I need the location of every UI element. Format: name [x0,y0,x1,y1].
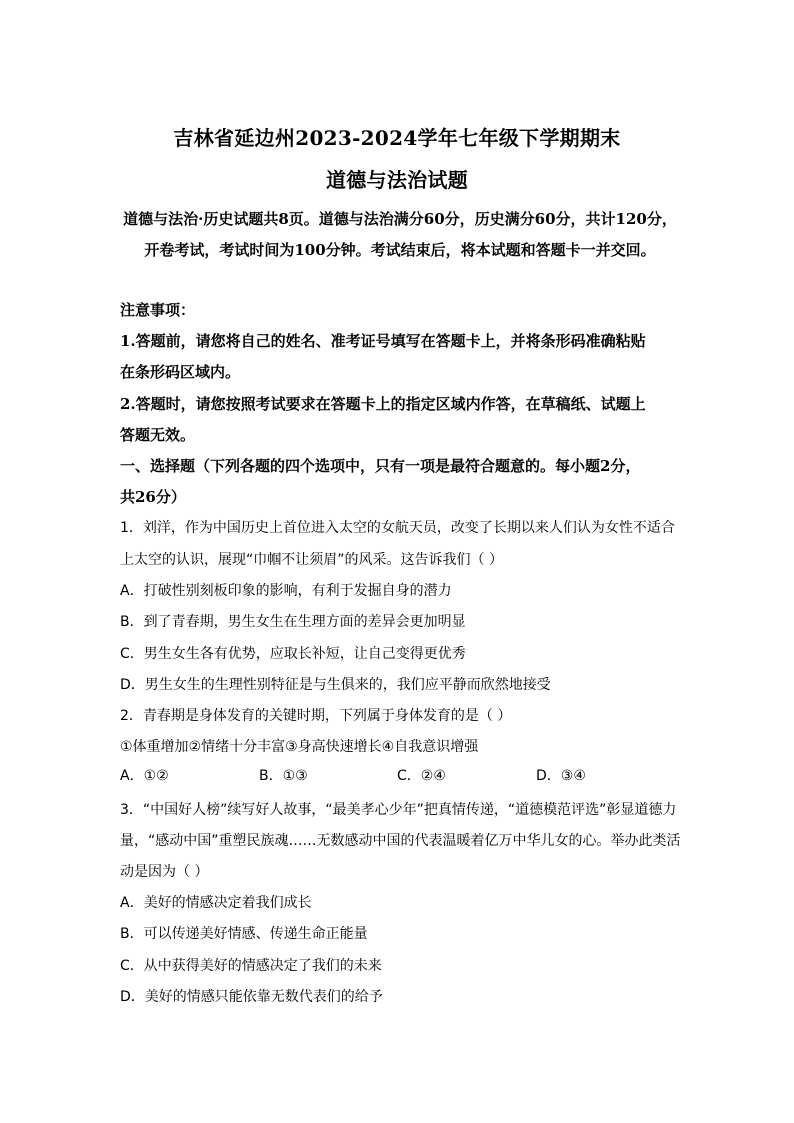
section-heading-line-1: 一、选择题（下列各题的四个选项中，只有一项是最符合题意的。每小题2分， [120,457,641,475]
q1-option-b: B．到了青春期，男生女生在生理方面的差异会更加明显 [120,614,466,630]
q1-option-a: A．打破性别刻板印象的影响，有利于发掘自身的潜力 [120,583,452,599]
exam-subtitle: 道德与法治试题 [325,168,469,192]
q2-stem: 2．青春期是身体发育的关键时期，下列属于身体发育的是（ ） [120,708,512,724]
note-2-line-1: 2.答题时，请您按照考试要求在答题卡上的指定区域内作答，在草稿纸、试题上 [120,395,646,413]
q2-option-b: B．①③ [259,768,308,784]
q1-option-d: D．男生女生的生理性别特征是与生俱来的，我们应平静而欣然地接受 [120,677,551,693]
notes-heading: 注意事项： [120,301,196,319]
q1-stem-line-2: 上太空的认识，展现“巾帼不让须眉”的风采。这告诉我们（ ） [120,552,503,568]
q2-option-d: D．③④ [536,768,586,784]
q3-option-b: B．可以传递美好情感、传递生命正能量 [120,926,368,942]
section-heading-line-2: 共26分） [120,488,186,506]
q3-stem-line-2: 量，“感动中国”重塑民族魂……无数感动中国的代表温暖着亿万中华儿女的心。举办此类活 [120,833,681,849]
exam-title: 吉林省延边州2023-2024学年七年级下学期期末 [173,126,621,150]
q3-stem-line-1: 3．“中国好人榜”续写好人故事，“最美孝心少年”把真情传递，“道德模范评选”彰显道德力 [120,802,677,818]
q2-options [120,766,680,786]
q3-option-c: C．从中获得美好的情感决定了我们的未来 [120,958,382,974]
note-1-line-1: 1.答题前，请您将自己的姓名、准考证号填写在答题卡上，并将条形码准确粘贴 [120,332,646,350]
q2-option-a: A．①② [120,768,169,784]
q1-option-c: C．男生女生各有优势，应取长补短，让自己变得更优秀 [120,646,466,662]
note-2-line-2: 答题无效。 [120,426,196,444]
exam-intro: 道德与法治·历史试题共8页。道德与法治满分60分，历史满分60分，共计120分，开卷考试，考试时间为100分钟。考试结束后，将本试题和答题卡一并交回。 [123,210,677,259]
q1-stem-line-1: 1．刘洋，作为中国历史上首位进入太空的女航天员，改变了长期以来人们认为女性不适合 [120,520,675,536]
note-1-line-2: 在条形码区域内。 [120,363,241,381]
q2-option-c: C．②④ [397,768,446,784]
q3-option-a: A．美好的情感决定着我们成长 [120,895,312,911]
q3-option-d: D．美好的情感只能依靠无数代表们的给予 [120,989,383,1005]
q2-items: ①体重增加②情绪十分丰富③身高快速增长④自我意识增强 [120,739,479,755]
q3-stem-line-3: 动是因为（ ） [120,864,209,880]
